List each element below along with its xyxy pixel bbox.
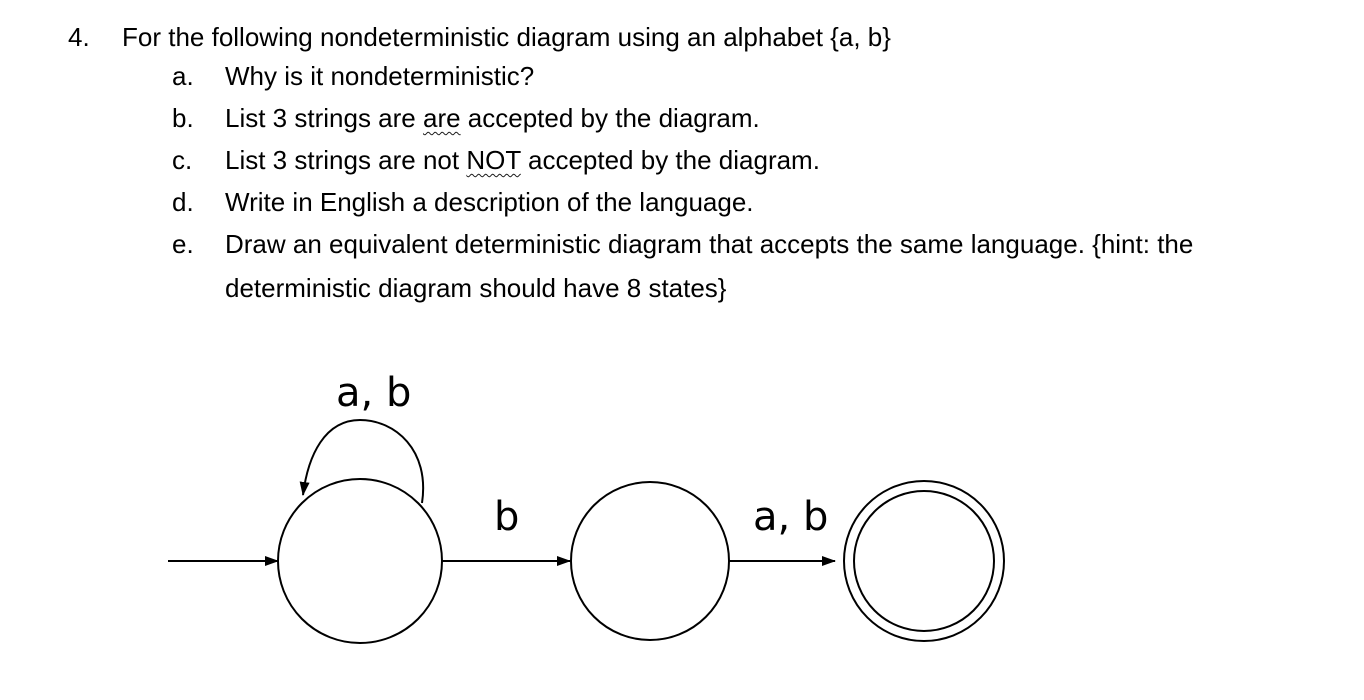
part-e-continuation-text: deterministic diagram should have 8 states} xyxy=(225,273,727,303)
question-stem: For the following nondeterministic diagram using an alphabet {a, b} xyxy=(122,22,891,52)
state-accept-outer xyxy=(844,481,1004,641)
part-c-text-before: List 3 strings are not xyxy=(225,145,467,175)
state-start xyxy=(278,479,442,643)
part-e-text: Draw an equivalent deterministic diagram that accepts the same language. {hint: the xyxy=(225,229,1194,259)
part-a-text: Why is it nondeterministic? xyxy=(225,61,535,91)
state-middle xyxy=(571,482,729,640)
part-c-marker: c. xyxy=(172,145,193,175)
part-b-text-after: accepted by the diagram. xyxy=(460,103,760,133)
part-e-marker: e. xyxy=(172,229,194,259)
part-b-flagged-word[interactable]: are xyxy=(422,103,461,133)
question-number: 4. xyxy=(68,22,90,52)
part-b-marker: b. xyxy=(172,103,194,133)
self-loop-label: a, b xyxy=(336,370,412,416)
part-b-text-before: List 3 strings are xyxy=(225,103,423,133)
transition-1-label: b xyxy=(494,494,520,540)
part-a-marker: a. xyxy=(172,61,194,91)
part-d-text: Write in English a description of the language. xyxy=(225,187,754,217)
part-c-flagged-word[interactable]: NOT xyxy=(466,145,521,175)
part-d-marker: d. xyxy=(172,187,194,217)
transition-2-label: a, b xyxy=(753,494,829,540)
part-c-text-after: accepted by the diagram. xyxy=(520,145,820,175)
